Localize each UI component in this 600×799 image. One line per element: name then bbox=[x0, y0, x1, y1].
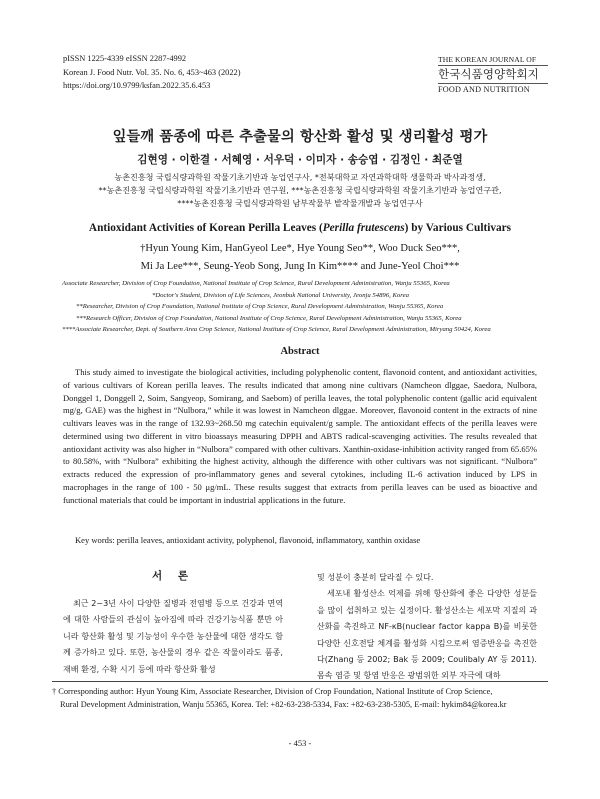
affiliation-en-line: **Researcher, Division of Crop Foundation, National Institute of Crop Science, Rural Development Administration, Wanju 55365, Korea bbox=[76, 303, 444, 311]
affiliations-en bbox=[62, 278, 562, 336]
intro-continuation: 및 성분이 충분히 달라질 수 있다. bbox=[317, 573, 434, 582]
intro-paragraph: 최근 2~3년 사이 다양한 질병과 전염병 등으로 건강과 면역에 대한 사람들의 관심이 높아짐에 따라 건강기능식품 뿐만 아니라 항산화 활성 및 기능성이 우수한 농산물에 대한 생각도 함께 증가하고 있다. 또한, 농산물의 경우 같은 작물이라도 품종, 재배 환경, 수확 시기 등에 따라 항산화 활성 bbox=[63, 599, 283, 674]
journal-name-en-bottom: FOOD AND NUTRITION bbox=[438, 85, 530, 94]
abstract-text: This study aimed to investigate the biological activities, including polyphenolic content, flavonoid content, and antioxidant activities, of various cultivars of Korean perilla leaves. The results indicated that among nine cultivars (Namcheon dlggae, Saedora, Nulbora, Donggel 1, Donggell 2, Soim, Sangyeop, Somirang, and Saebom) of perilla leaves, the total polyphenolic content (gallic acid equivalent mg/g, GAE) was the highest in “Nulbora,” while it was lowest in Namcheon dlggae. Moreover, flavonoid content in the extracts of nine cultivars leaves was in the range of 132.93~268.50 mg catechin equivalent/g sample. The antioxidant effects of the perilla leaves were determined using two different in vitro bioassays measuring DPPH and ABTS radical-scavenging activities. The results revealed that antioxidant activity was also higher in “Nulbora” compared with other cultivars. Xanthin-oxidase-inhibition activity ranged from 65.65% to 80.58%, with “Nulbora” exhibiting the highest activity, although the difference with other cultivars was not significant. “Nulbora” extracts reduced the expression of pro-inflammatory genes and several cytokines, including IL-6 activation induced by LPS in macrophages in the range of 100 - 50 μg/mL. These results suggest that extracts from perilla leaves can be used as bioactive and functional materials that could be important in industrial applications in the future. bbox=[63, 367, 537, 505]
abstract-body bbox=[63, 366, 537, 506]
doi-link[interactable]: https://doi.org/10.9799/ksfan.2022.35.6.453 bbox=[63, 81, 211, 90]
issn-line: pISSN 1225-4339 eISSN 2287-4992 bbox=[63, 54, 187, 63]
intro-paragraph: 세포내 활성산소 억제를 위해 항산화에 좋은 다양한 성분들을 많이 섭취하고 있는 실정이다. 활성산소는 세포막 지질의 과산화를 촉진하고 NF-κB(nuclear factor kappa B)를 비롯한 다양한 신호전달 체계를 활성화 시킴으로써 염증반응을 촉진한다(Zhang 등 2002; Bak 등 2009; Coulibaly AY 등 2011). 몸속 염증 및 항염 반응은 광범위한 외부 자극에 대하 bbox=[317, 589, 537, 681]
paper-title-en bbox=[40, 222, 560, 234]
publication-meta bbox=[63, 52, 241, 93]
abstract-heading: Abstract bbox=[280, 346, 320, 357]
authors-en-line: Mi Ja Lee***, Seung-Yeob Song, Jung In Kim**** and June-Yeol Choi*** bbox=[140, 261, 460, 272]
citation-line: Korean J. Food Nutr. Vol. 35. No. 6, 453~463 (2022) bbox=[63, 67, 241, 77]
affiliation-en-line: ****Associate Researcher, Dept. of Southern Area Crop Science, National Institute of Crop Science, Rural Development Administration, Miryang 50424, Korea bbox=[62, 326, 491, 334]
affiliation-ko-line: 농촌진흥청 국립식량과학원 작물기초기반과 농업연구사, *전북대학교 자연과학대학 생물학과 박사과정생, bbox=[114, 172, 486, 182]
journal-name-ko: 한국식품영양학회지 bbox=[438, 67, 539, 81]
affiliation-en-line: Associate Researcher, Division of Crop Foundation, National Institute of Crop Science, Rural Development Administration, Wanju 55365, Korea bbox=[62, 280, 450, 287]
journal-name-en-top: THE KOREAN JOURNAL OF bbox=[438, 55, 537, 64]
journal-logo bbox=[438, 55, 548, 94]
title-en-post: ) by Various Cultivars bbox=[404, 222, 512, 234]
footnote-line: Rural Development Administration, Wanju 55365, Korea. Tel: +82-63-238-5334, Fax: +82-63-238-5305, E-mail: hykim84@korea.kr bbox=[60, 700, 507, 710]
footnote-line: † Corresponding author: Hyun Young Kim, Associate Researcher, Division of Crop Foundation, National Institute of Crop Science, bbox=[52, 687, 493, 696]
authors-ko-text: 김현영 · 이한결 · 서혜영 · 서우덕 · 이미자 · 송승엽 · 김정인 · 최준열 bbox=[137, 154, 463, 166]
journal-rule bbox=[438, 65, 548, 66]
title-en-pre: Antioxidant Activities of Korean Perilla Leaves ( bbox=[88, 222, 323, 234]
paper-title-ko: 잎들깨 품종에 따른 추출물의 항산화 활성 및 생리활성 평가 bbox=[112, 129, 488, 145]
page-number: - 453 - bbox=[288, 738, 312, 748]
intro-left-column bbox=[63, 596, 283, 678]
title-en-species: Perilla frutescens bbox=[322, 222, 405, 234]
authors-ko bbox=[40, 152, 560, 167]
authors-en-line: †Hyun Young Kim, HanGyeol Lee*, Hye Young Seo**, Woo Duck Seo***, bbox=[140, 243, 460, 254]
section-heading-intro: 서 론 bbox=[152, 570, 194, 582]
affiliation-ko-line: ****농촌진흥청 국립식량과학원 남부작물부 밭작물개발과 농업연구사 bbox=[177, 197, 423, 208]
affiliation-ko-line: **농촌진흥청 국립식량과학원 작물기초기반과 연구원, ***농촌진흥청 국립식량과학원 작물기초기반과 농업연구관, bbox=[98, 184, 502, 195]
keywords bbox=[63, 534, 537, 547]
affiliation-en-line: ***Research Officer, Division of Crop Foundation, National Institute of Crop Science, Rural Development Administration, Wanju 55365, Korea bbox=[76, 314, 462, 322]
journal-rule bbox=[438, 83, 548, 84]
corresponding-author-footnote bbox=[52, 685, 552, 711]
affiliation-en-line: *Doctor's Student, Division of Life Sciences, Jeonbuk National University, Jeonju 54896, Korea bbox=[152, 291, 409, 299]
affiliations-ko bbox=[40, 171, 560, 209]
footnote-divider bbox=[52, 681, 548, 682]
keywords-text: Key words: perilla leaves, antioxidant activity, polyphenol, flavonoid, inflammatory, xanthin oxidase bbox=[75, 535, 421, 545]
intro-right-column bbox=[317, 570, 537, 685]
authors-en bbox=[40, 240, 560, 276]
